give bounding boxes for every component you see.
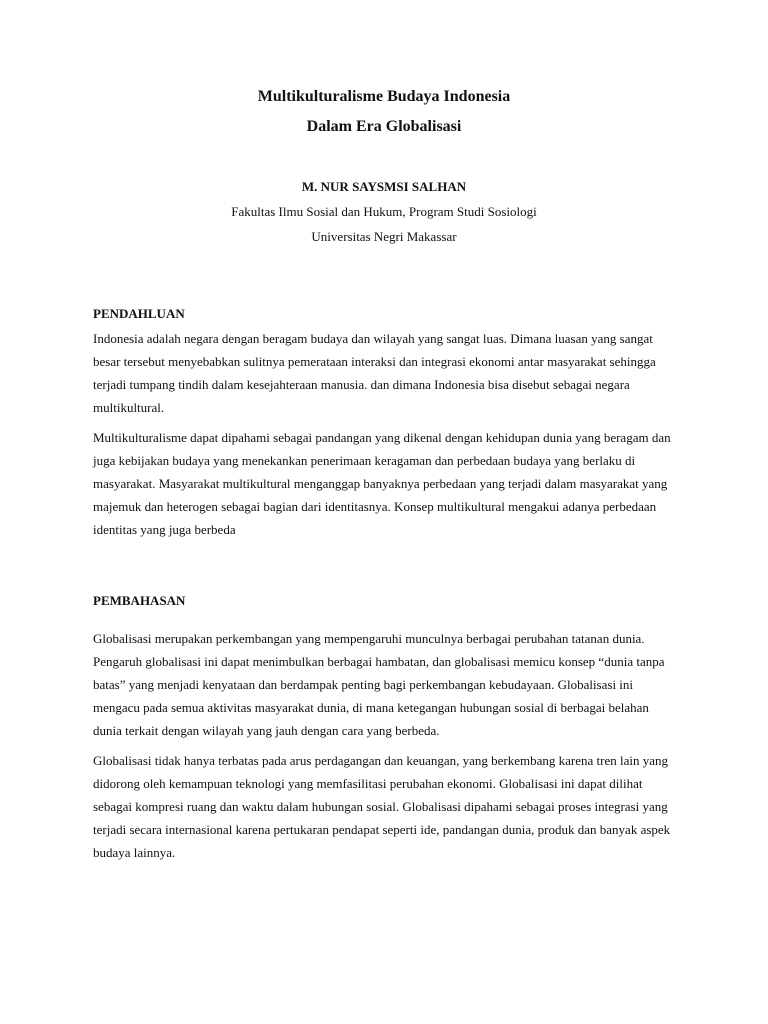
body-paragraph: Globalisasi tidak hanya terbatas pada arus perdagangan dan keuangan, yang berkembang karena tren lain yang didorong oleh kemampuan teknologi yang memfasilitasi perubahan ekonomi. Globalisasi ini dapat dilihat sebagai kompresi ruang dan waktu dalam hubungan sosial. Globalisasi dipahami sebagai proses integrasi yang terjadi secara internasional karena pertukaran pendapat seperti ide, pandangan dunia, produk dan banyak aspek budaya lainnya. [93,753,671,860]
author-block [0,178,768,246]
section-pembahasan [93,592,677,864]
document-title-line-2: Dalam Era Globalisasi [306,118,462,135]
body-paragraph: Globalisasi merupakan perkembangan yang mempengaruhi munculnya berbagai perubahan tatanan dunia. Pengaruh globalisasi ini dapat menimbulkan berbagai hambatan, dan globalisasi memicu konsep “dunia tanpa batas” yang menjadi kenyataan dan berdampak penting bagi perkembangan kebudayaan. Globalisasi ini mengacu pada semua aktivitas masyarakat dunia, di mana ketegangan hubungan sosial di berbagai belahan dunia terkait dengan wilayah yang jauh dengan cara yang berbeda. [93,631,665,738]
section-pendahuluan [93,305,677,541]
section-heading: PEMBAHASAN [93,593,186,608]
title-block [0,86,768,138]
affiliation-university: Universitas Negri Makassar [311,229,457,244]
body-paragraph: Multikulturalisme dapat dipahami sebagai pandangan yang dikenal dengan kehidupan dunia yang beragam dan juga kebijakan budaya yang menekankan penerimaan keragaman dan perbedaan budaya yang berlaku di masyarakat. Masyarakat multikultural menganggap banyaknya perbedaan yang terjadi dalam masyarakat yang majemuk dan heterogen sebagai bagian dari identitasnya. Konsep multikultural mengakui adanya perbedaan identitas yang juga berbeda [93,430,671,537]
author-name: M. NUR SAYSMSI SALHAN [301,179,467,194]
body-paragraph: Indonesia adalah negara dengan beragam budaya dan wilayah yang sangat luas. Dimana luasan yang sangat besar tersebut menyebabkan sulitnya pemerataan interaksi dan integrasi ekonomi antar masyarakat sehingga terjadi tumpang tindih dalam kesejahteraan manusia. dan dimana Indonesia bisa disebut sebagai negara multikultural. [93,331,656,415]
document-title-line-1: Multikulturalisme Budaya Indonesia [257,88,511,105]
section-heading: PENDAHLUAN [93,306,185,321]
affiliation-faculty: Fakultas Ilmu Sosial dan Hukum, Program Studi Sosiologi [231,204,537,219]
